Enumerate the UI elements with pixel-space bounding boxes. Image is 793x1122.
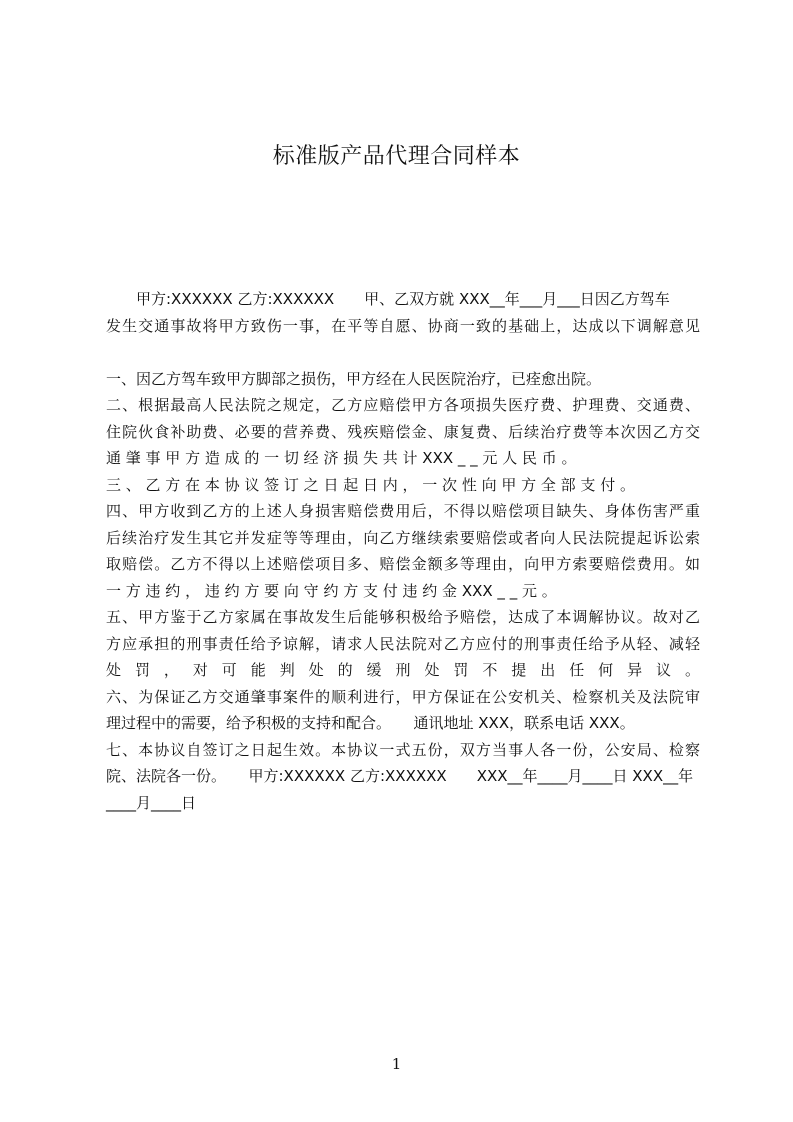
clause-seven-line: ____月____日: [106, 793, 197, 812]
document-title: 标准版产品代理合同样本: [272, 144, 521, 169]
clause-seven-line: 七、本协议自签订之日起生效。本协议一式五份，双方当事人各一份，公安局、检察: [106, 740, 700, 759]
clause-five-line: 方应承担的刑事责任给予谅解，请求人民法院对乙方应付的刑事责任给予从轻、减轻: [106, 634, 700, 653]
clause-six-line: 理过程中的需要，给予积极的支持和配合。 通讯地址 XXX，联系电话 XXX。: [106, 714, 635, 732]
page-number: 1: [391, 1055, 402, 1073]
clause-six-line: 六、为保证乙方交通肇事案件的顺利进行，甲方保证在公安机关、检察机关及法院审: [106, 687, 700, 706]
clause-five-line: 五、甲方鉴于乙方家属在事故发生后能够积极给予赔偿，达成了本调解协议。故对乙: [106, 608, 700, 626]
paragraph-line: 发生交通事故将甲方致伤一事，在平等自愿、协商一致的基础上，达成以下调解意见: [106, 316, 700, 335]
paragraph-line: 甲方:XXXXXX 乙方:XXXXXX 甲、乙双方就 XXX__年___月___日因乙方驾车: [106, 290, 670, 308]
clause-four-line: 一 方 违 约 ， 违 约 方 要 向 守 约 方 支 付 违 约 金 XXX _ _ 元 。: [106, 581, 557, 600]
clause-seven-line: 院、法院各一份。 甲方:XXXXXX 乙方:XXXXXX XXX__年____月____日 XXX__年: [106, 767, 694, 785]
blank-line: [106, 339, 700, 366]
clause-two-line: 二、根据最高人民法院之规定，乙方应赔偿甲方各项损失医疗费、护理费、交通费、: [106, 396, 700, 414]
document-body: [106, 286, 700, 816]
clause-five-line: 处 罚 ， 对 可 能 判 处 的 缓 刑 处 罚 不 提 出 任 何 异 议 。: [106, 661, 700, 679]
clause-one: 一、因乙方驾车致甲方脚部之损伤，甲方经在人民医院治疗，已痊愈出院。: [106, 369, 602, 388]
clause-four-line: 取赔偿。乙方不得以上述赔偿项目多、赔偿金额多等理由，向甲方索要赔偿费用。如: [106, 555, 700, 573]
clause-four-line: 四、甲方收到乙方的上述人身损害赔偿费用后，不得以赔偿项目缺失、身体伤害严重: [106, 502, 700, 520]
clause-two-line: 住院伙食补助费、必要的营养费、残疾赔偿金、康复费、后续治疗费等本次因乙方交: [106, 422, 700, 441]
clause-four-line: 后续治疗发生其它并发症等等理由，向乙方继续索要赔偿或者向人民法院提起诉讼索: [106, 528, 700, 547]
clause-two-line: 通 肇 事 甲 方 造 成 的 一 切 经 济 损 失 共 计 XXX _ _ 元 人 民 币 。: [106, 449, 577, 467]
clause-three: 三 、 乙 方 在 本 协 议 签 订 之 日 起 日 内 ， 一 次 性 向 甲 方 全 部 支 付 。: [106, 475, 635, 494]
